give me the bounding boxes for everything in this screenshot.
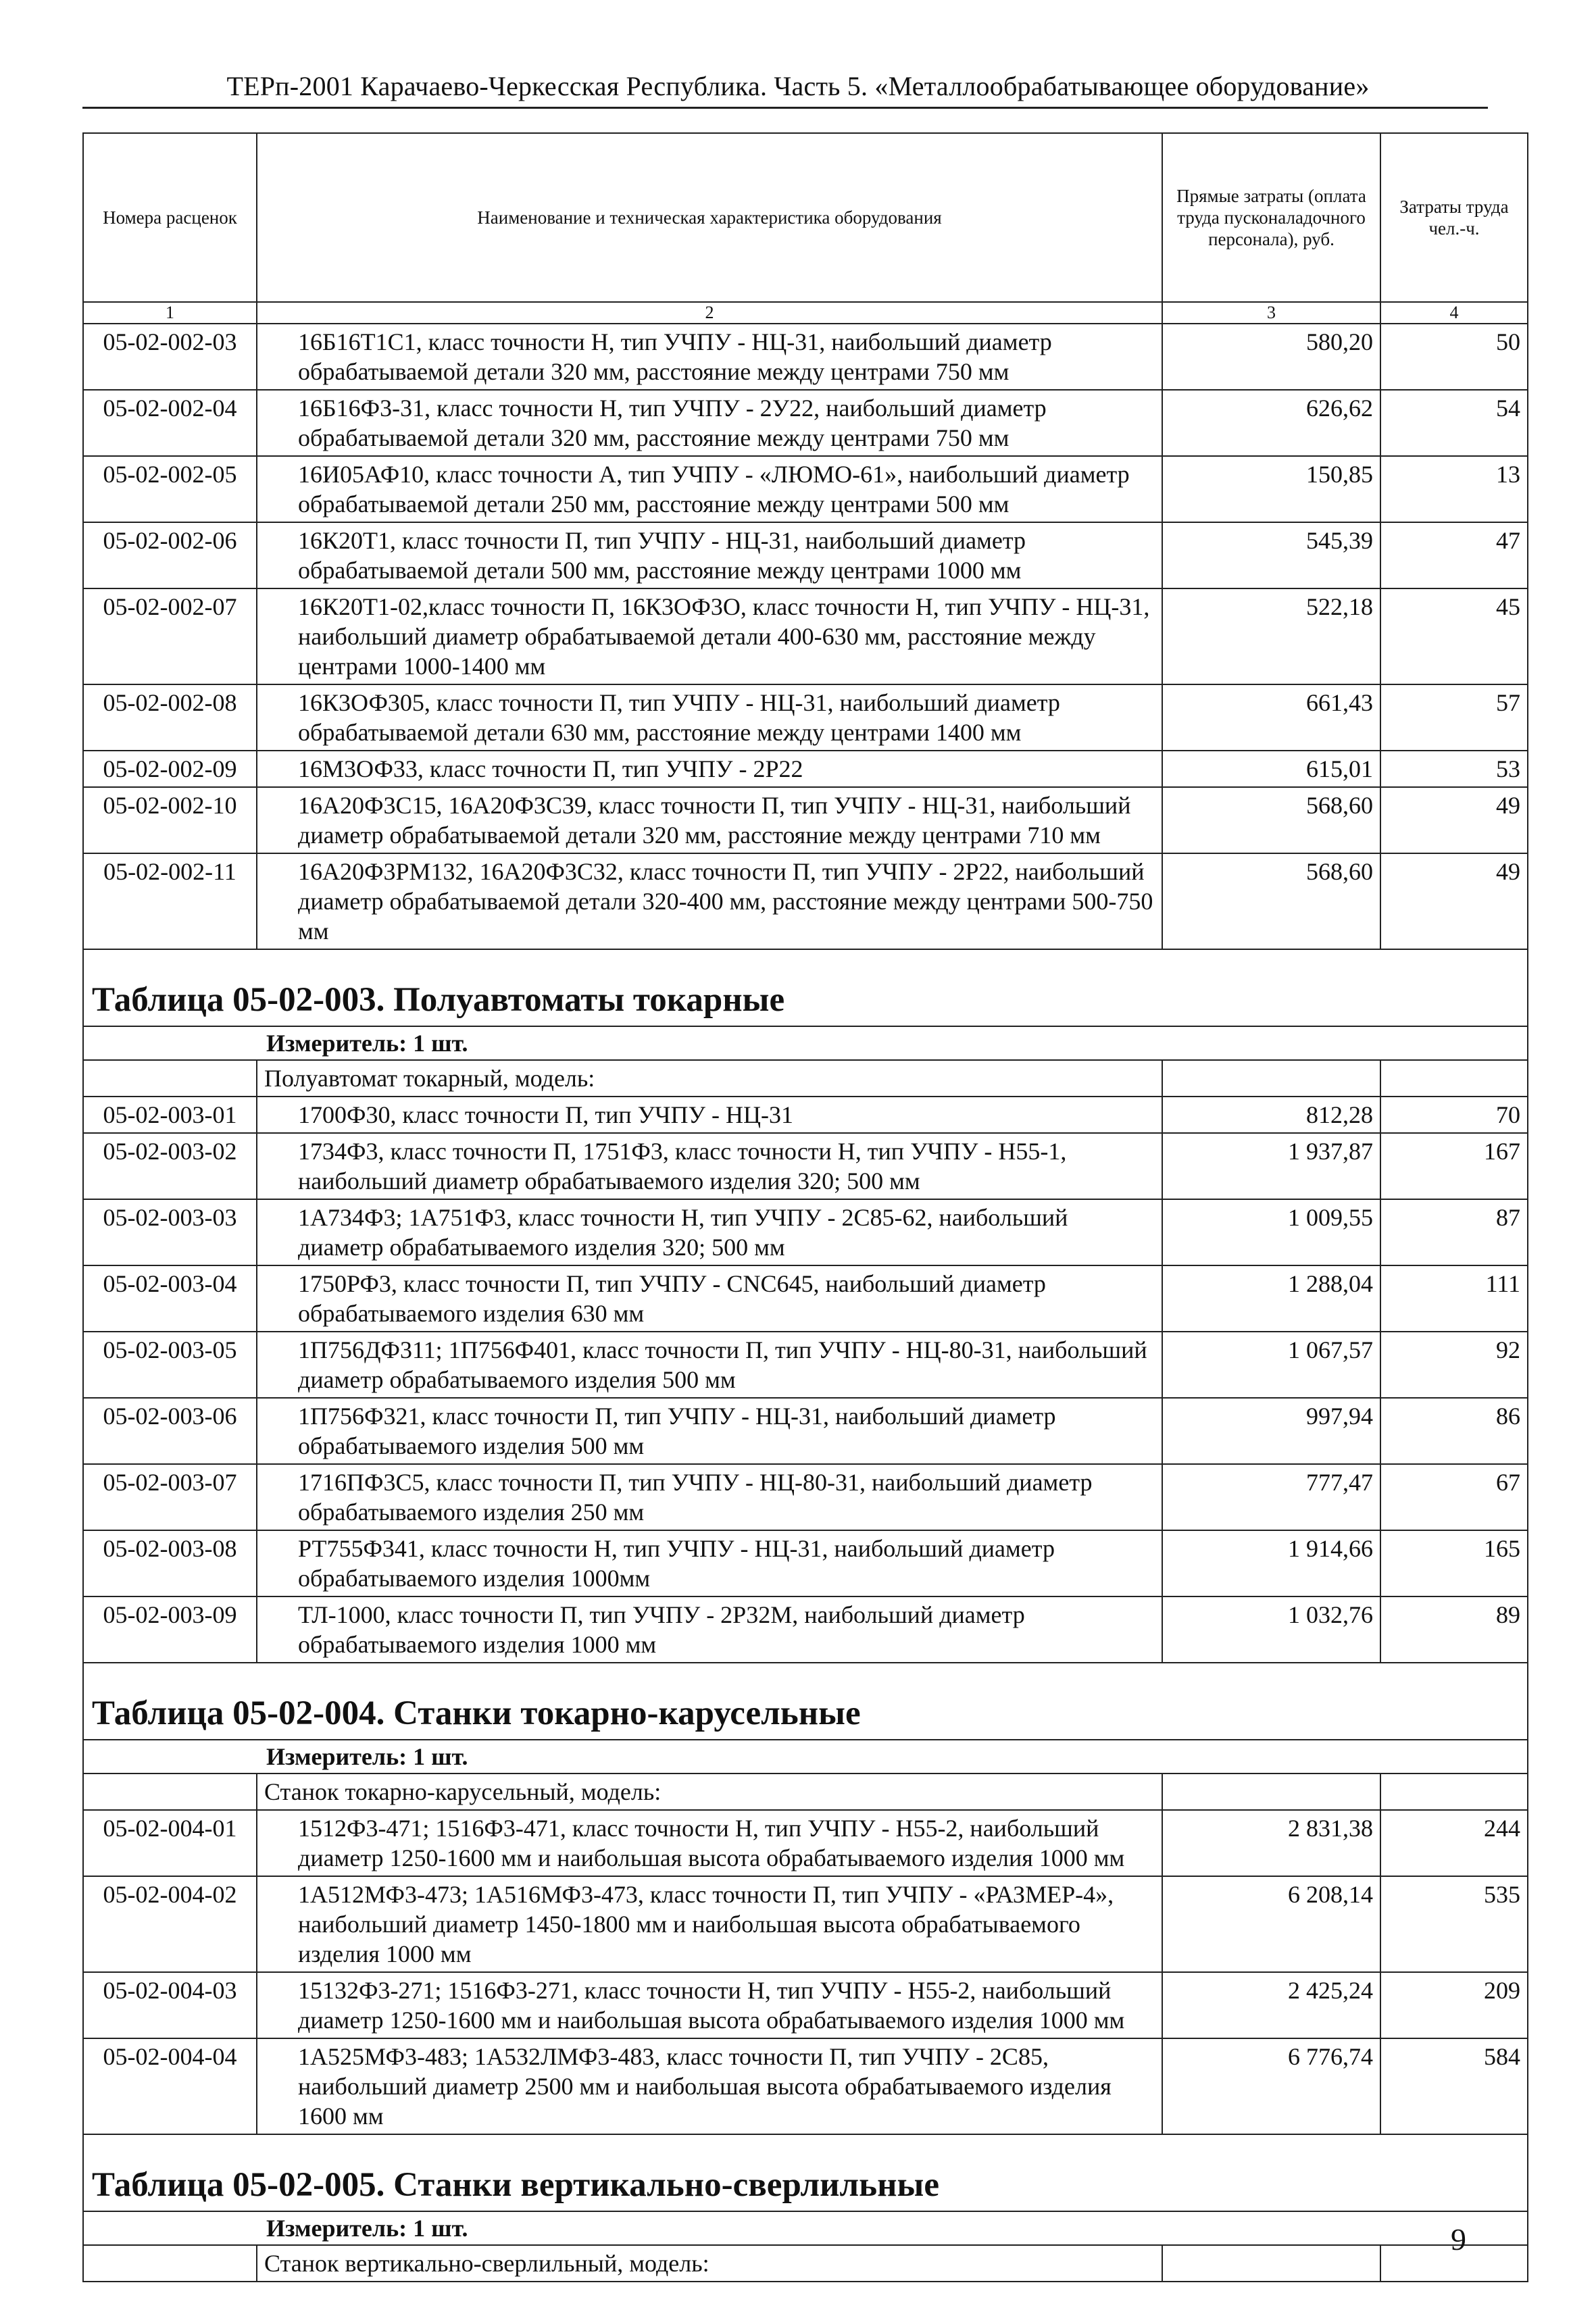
- labor-cost: 49: [1380, 853, 1528, 949]
- rate-code: 05-02-002-08: [83, 684, 257, 751]
- direct-cost: 568,60: [1162, 787, 1380, 853]
- model-empty-cell: [1162, 1060, 1380, 1097]
- equipment-text: 1700Ф30, класс точности П, тип УЧПУ - НЦ-31: [298, 1101, 794, 1128]
- direct-cost: 568,60: [1162, 853, 1380, 949]
- direct-cost: 6 208,14: [1162, 1876, 1380, 1972]
- direct-cost: 150,85: [1162, 456, 1380, 522]
- model-empty-cell: [1380, 1774, 1528, 1810]
- equipment-text: 16Б16Ф3-31, класс точности Н, тип УЧПУ - 2У22, наибольший диаметр обрабатываемой детали 320 мм, расстояние между центрами 750 мм: [298, 395, 1047, 451]
- labor-cost: 535: [1380, 1876, 1528, 1972]
- table-row: [83, 1972, 1528, 2038]
- equipment-description: [257, 1332, 1162, 1398]
- labor-cost: 87: [1380, 1199, 1528, 1265]
- col-header-cost: Прямые затраты (оплата труда пусконаладочного персонала), руб.: [1162, 133, 1380, 302]
- equipment-text: 15132Ф3-271; 1516Ф3-271, класс точности Н, тип УЧПУ - Н55-2, наибольший диаметр 1250-1600 мм и наибольшая высота обрабатываемого изделия 1000 мм: [298, 1977, 1125, 2034]
- labor-cost: 70: [1380, 1097, 1528, 1133]
- equipment-text: 16К20Т1-02,класс точности П, 16К3ОФ3О, класс точности Н, тип УЧПУ - НЦ-31, наибольший диаметр обрабатываемой детали 400-630 мм, расстояние между центрами 1000-1400 мм: [298, 593, 1150, 680]
- page-header: ТЕРп-2001 Карачаево-Черкесская Республика. Часть 5. «Металлообрабатывающее оборудование»: [226, 71, 1370, 101]
- rate-code: 05-02-002-11: [83, 853, 257, 949]
- direct-cost: 6 776,74: [1162, 2038, 1380, 2134]
- equipment-description: [257, 1265, 1162, 1332]
- table-row: [83, 684, 1528, 751]
- equipment-text: 1716ПФ3С5, класс точности П, тип УЧПУ - НЦ-80-31, наибольший диаметр обрабатываемого изделия 250 мм: [298, 1469, 1093, 1526]
- section-title: Таблица 05-02-005. Станки вертикально-сверлильные: [83, 2134, 1528, 2211]
- labor-cost: 67: [1380, 1464, 1528, 1530]
- model-row: [83, 1774, 1528, 1810]
- rate-code: 05-02-002-03: [83, 324, 257, 390]
- measure-unit: Измеритель: 1 шт.: [83, 1026, 1528, 1060]
- direct-cost: 2 425,24: [1162, 1972, 1380, 2038]
- page-number: 9: [1451, 2222, 1466, 2257]
- labor-cost: 584: [1380, 2038, 1528, 2134]
- direct-cost: 545,39: [1162, 522, 1380, 588]
- header-rule: [82, 107, 1488, 109]
- labor-cost: 244: [1380, 1810, 1528, 1876]
- rate-code: 05-02-003-09: [83, 1596, 257, 1663]
- equipment-text: 1512Ф3-471; 1516Ф3-471, класс точности Н, тип УЧПУ - Н55-2, наибольший диаметр 1250-1600 мм и наибольшая высота обрабатываемого изделия 1000 мм: [298, 1815, 1125, 1871]
- measure-unit: Измеритель: 1 шт.: [83, 2211, 1528, 2245]
- direct-cost: 1 937,87: [1162, 1133, 1380, 1199]
- rate-code: 05-02-002-07: [83, 588, 257, 684]
- equipment-text: 1А525МФ3-483; 1А532ЛМФ3-483, класс точности П, тип УЧПУ - 2С85, наибольший диаметр 2500 мм и наибольшая высота обрабатываемого изделия 1600 мм: [298, 2043, 1112, 2130]
- rate-code: 05-02-004-02: [83, 1876, 257, 1972]
- model-label: Станок вертикально-сверлильный, модель:: [257, 2245, 1162, 2282]
- table-row: [83, 456, 1528, 522]
- direct-cost: 615,01: [1162, 751, 1380, 787]
- section-title-row: [83, 1663, 1528, 1740]
- labor-cost: 54: [1380, 390, 1528, 456]
- model-label: Станок токарно-карусельный, модель:: [257, 1774, 1162, 1810]
- labor-cost: 89: [1380, 1596, 1528, 1663]
- equipment-text: 16И05АФ10, класс точности А, тип УЧПУ - «ЛЮМО-61», наибольший диаметр обрабатываемой детали 250 мм, расстояние между центрами 500 мм: [298, 461, 1130, 518]
- equipment-text: 1734Ф3, класс точности П, 1751Ф3, класс точности Н, тип УЧПУ - Н55-1, наибольший диаметр обрабатываемого изделия 320; 500 мм: [298, 1138, 1067, 1194]
- col-header-labor: Затраты труда чел.-ч.: [1380, 133, 1528, 302]
- section-title: Таблица 05-02-003. Полуавтоматы токарные: [83, 949, 1528, 1026]
- equipment-text: 16К20Т1, класс точности П, тип УЧПУ - НЦ-31, наибольший диаметр обрабатываемой детали 500 мм, расстояние между центрами 1000 мм: [298, 527, 1026, 584]
- labor-cost: 92: [1380, 1332, 1528, 1398]
- measure-unit: Измеритель: 1 шт.: [83, 1740, 1528, 1774]
- equipment-text: ТЛ-1000, класс точности П, тип УЧПУ - 2Р32М, наибольший диаметр обрабатываемого изделия 1000 мм: [298, 1601, 1025, 1658]
- labor-cost: 13: [1380, 456, 1528, 522]
- rate-code: 05-02-003-01: [83, 1097, 257, 1133]
- direct-cost: 1 067,57: [1162, 1332, 1380, 1398]
- equipment-description: [257, 1530, 1162, 1596]
- col-number: 2: [257, 302, 1162, 324]
- table-row: [83, 324, 1528, 390]
- table-row: [83, 1332, 1528, 1398]
- section-title-row: [83, 2134, 1528, 2211]
- model-empty-cell: [83, 2245, 257, 2282]
- model-empty-cell: [1162, 2245, 1380, 2282]
- table-row: [83, 787, 1528, 853]
- equipment-text: 16М3ОФ33, класс точности П, тип УЧПУ - 2Р22: [298, 755, 803, 782]
- table-row: [83, 1810, 1528, 1876]
- rate-code: 05-02-004-03: [83, 1972, 257, 2038]
- labor-cost: 50: [1380, 324, 1528, 390]
- direct-cost: 1 914,66: [1162, 1530, 1380, 1596]
- equipment-text: 16А20Ф3С15, 16А20Ф3С39, класс точности П, тип УЧПУ - НЦ-31, наибольший диаметр обрабатываемой детали 320 мм, расстояние между центрами 710 мм: [298, 792, 1131, 849]
- col-header-code: Номера расценок: [83, 133, 257, 302]
- labor-cost: 47: [1380, 522, 1528, 588]
- direct-cost: 1 032,76: [1162, 1596, 1380, 1663]
- equipment-text: 1А734Ф3; 1А751Ф3, класс точности Н, тип УЧПУ - 2С85-62, наибольший диаметр обрабатываемого изделия 320; 500 мм: [298, 1204, 1068, 1261]
- equipment-description: [257, 2038, 1162, 2134]
- equipment-description: [257, 390, 1162, 456]
- rate-code: 05-02-002-09: [83, 751, 257, 787]
- rate-code: 05-02-003-06: [83, 1398, 257, 1464]
- direct-cost: 997,94: [1162, 1398, 1380, 1464]
- equipment-description: [257, 1464, 1162, 1530]
- rate-code: 05-02-002-05: [83, 456, 257, 522]
- model-empty-cell: [1162, 1774, 1380, 1810]
- labor-cost: 86: [1380, 1398, 1528, 1464]
- table-row: [83, 1876, 1528, 1972]
- equipment-description: [257, 1097, 1162, 1133]
- rate-code: 05-02-003-04: [83, 1265, 257, 1332]
- measure-row: [83, 1740, 1528, 1774]
- table-row: [83, 1097, 1528, 1133]
- table-row: [83, 2038, 1528, 2134]
- equipment-description: [257, 1398, 1162, 1464]
- equipment-description: [257, 751, 1162, 787]
- labor-cost: 45: [1380, 588, 1528, 684]
- equipment-text: 1750РФ3, класс точности П, тип УЧПУ - CNC645, наибольший диаметр обрабатываемого изделия 630 мм: [298, 1270, 1046, 1327]
- labor-cost: 167: [1380, 1133, 1528, 1199]
- equipment-description: [257, 588, 1162, 684]
- equipment-description: [257, 324, 1162, 390]
- equipment-text: 16Б16Т1С1, класс точности Н, тип УЧПУ - НЦ-31, наибольший диаметр обрабатываемой детали 320 мм, расстояние между центрами 750 мм: [298, 328, 1052, 385]
- table-row: [83, 1530, 1528, 1596]
- rate-code: 05-02-004-04: [83, 2038, 257, 2134]
- col-number: 1: [83, 302, 257, 324]
- col-number: 4: [1380, 302, 1528, 324]
- labor-cost: 49: [1380, 787, 1528, 853]
- table-row: [83, 522, 1528, 588]
- section-title: Таблица 05-02-004. Станки токарно-карусельные: [83, 1663, 1528, 1740]
- direct-cost: 2 831,38: [1162, 1810, 1380, 1876]
- direct-cost: 626,62: [1162, 390, 1380, 456]
- equipment-text: РТ755Ф341, класс точности Н, тип УЧПУ - НЦ-31, наибольший диаметр обрабатываемого изделия 1000мм: [298, 1535, 1055, 1592]
- equipment-description: [257, 456, 1162, 522]
- direct-cost: 812,28: [1162, 1097, 1380, 1133]
- equipment-text: 1П756Ф321, класс точности П, тип УЧПУ - НЦ-31, наибольший диаметр обрабатываемого изделия 500 мм: [298, 1403, 1056, 1459]
- measure-row: [83, 1026, 1528, 1060]
- rate-code: 05-02-003-03: [83, 1199, 257, 1265]
- equipment-text: 16К3ОФ305, класс точности П, тип УЧПУ - НЦ-31, наибольший диаметр обрабатываемой детали 630 мм, расстояние между центрами 1400 мм: [298, 689, 1060, 746]
- table-row: [83, 588, 1528, 684]
- equipment-description: [257, 1596, 1162, 1663]
- direct-cost: 1 009,55: [1162, 1199, 1380, 1265]
- direct-cost: 580,20: [1162, 324, 1380, 390]
- equipment-description: [257, 787, 1162, 853]
- rate-code: 05-02-003-08: [83, 1530, 257, 1596]
- price-table: [82, 132, 1528, 2282]
- equipment-description: [257, 1133, 1162, 1199]
- model-empty-cell: [83, 1060, 257, 1097]
- equipment-text: 1П756ДФ311; 1П756Ф401, класс точности П, тип УЧПУ - НЦ-80-31, наибольший диаметр обрабатываемого изделия 500 мм: [298, 1336, 1147, 1393]
- rate-code: 05-02-002-06: [83, 522, 257, 588]
- table-row: [83, 853, 1528, 949]
- direct-cost: 777,47: [1162, 1464, 1380, 1530]
- model-empty-cell: [83, 1774, 257, 1810]
- table-row: [83, 1133, 1528, 1199]
- table-header-row: [83, 133, 1528, 302]
- rate-code: 05-02-003-02: [83, 1133, 257, 1199]
- table-row: [83, 1464, 1528, 1530]
- equipment-description: [257, 1972, 1162, 2038]
- labor-cost: 111: [1380, 1265, 1528, 1332]
- equipment-description: [257, 1876, 1162, 1972]
- model-empty-cell: [1380, 1060, 1528, 1097]
- equipment-description: [257, 684, 1162, 751]
- column-number-row: [83, 302, 1528, 324]
- labor-cost: 165: [1380, 1530, 1528, 1596]
- table-row: [83, 751, 1528, 787]
- model-row: [83, 1060, 1528, 1097]
- equipment-description: [257, 1199, 1162, 1265]
- equipment-description: [257, 1810, 1162, 1876]
- labor-cost: 53: [1380, 751, 1528, 787]
- section-title-row: [83, 949, 1528, 1026]
- measure-row: [83, 2211, 1528, 2245]
- model-row: [83, 2245, 1528, 2282]
- col-header-name: Наименование и техническая характеристика оборудования: [257, 133, 1162, 302]
- rate-code: 05-02-004-01: [83, 1810, 257, 1876]
- equipment-description: [257, 522, 1162, 588]
- table-row: [83, 1199, 1528, 1265]
- direct-cost: 1 288,04: [1162, 1265, 1380, 1332]
- direct-cost: 522,18: [1162, 588, 1380, 684]
- table-row: [83, 1265, 1528, 1332]
- rate-code: 05-02-003-05: [83, 1332, 257, 1398]
- table-row: [83, 1398, 1528, 1464]
- labor-cost: 209: [1380, 1972, 1528, 2038]
- labor-cost: 57: [1380, 684, 1528, 751]
- equipment-description: [257, 853, 1162, 949]
- rate-code: 05-02-002-04: [83, 390, 257, 456]
- table-row: [83, 390, 1528, 456]
- rate-code: 05-02-003-07: [83, 1464, 257, 1530]
- equipment-text: 16А20Ф3РМ132, 16А20Ф3С32, класс точности П, тип УЧПУ - 2Р22, наибольший диаметр обрабатываемой детали 320-400 мм, расстояние между центрами 500-750 мм: [298, 858, 1153, 945]
- col-number: 3: [1162, 302, 1380, 324]
- table-row: [83, 1596, 1528, 1663]
- rate-code: 05-02-002-10: [83, 787, 257, 853]
- direct-cost: 661,43: [1162, 684, 1380, 751]
- model-label: Полуавтомат токарный, модель:: [257, 1060, 1162, 1097]
- equipment-text: 1А512МФ3-473; 1А516МФ3-473, класс точности П, тип УЧПУ - «РАЗМЕР-4», наибольший диаметр 1450-1800 мм и наибольшая высота обрабатываемого изделия 1000 мм: [298, 1881, 1114, 1967]
